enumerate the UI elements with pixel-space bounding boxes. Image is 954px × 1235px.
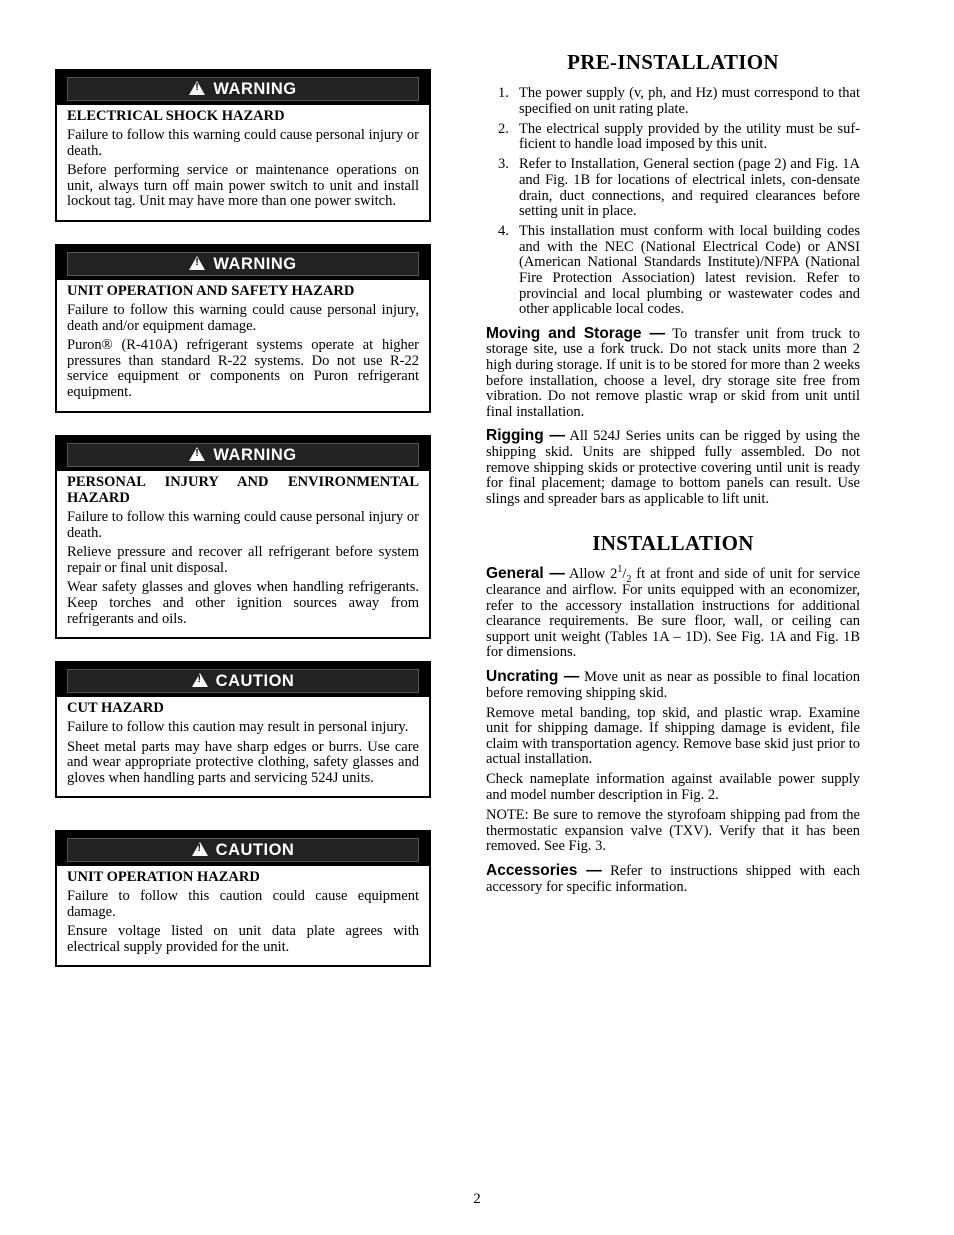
caution-header bbox=[57, 832, 429, 866]
notice-paragraph: Before performing service or maintenance operations on unit, always turn off main power switch to unit and install lockout tag. Unit may have more than one power switch. bbox=[67, 162, 419, 210]
remove-banding-paragraph: Remove metal banding, top skid, and plastic wrap. Examine unit for shipping damage. If shipping damage is evident, file claim with transportation agency. Remove base skid just prior to actual installation. bbox=[486, 704, 860, 768]
installation-heading: INSTALLATION bbox=[592, 531, 754, 556]
notice-paragraph: Ensure voltage listed on unit data plate agrees with electrical supply provided for the unit. bbox=[67, 923, 419, 955]
subsection-lead: Moving and Storage — bbox=[486, 324, 666, 342]
check-nameplate-paragraph: Check nameplate information against available power supply and model number description in Fig. 2. bbox=[486, 771, 860, 804]
general-paragraph: General — Allow $2^1/_2$ ft at front and side of unit for service clearance and airflow. For units equipped with an economizer, refer to the accessory installation instructions for additional clearance requirements. Be sure floor, wall, or ceiling can support unit weight (Tables 1A – 1D). See Fig. 1A and Fig. 1B for dimensions. bbox=[486, 564, 861, 661]
hazard-title: UNIT OPERATION HAZARD bbox=[67, 869, 260, 885]
list-item: 2. The electrical supply provided by the utility must be suf-ficient to handle load imposed by this unit. bbox=[498, 120, 860, 153]
accessories-paragraph: Accessories — Refer to instructions shipped with each accessory for specific information. bbox=[486, 861, 860, 895]
hazard-title: PERSONAL INJURY AND ENVIRONMENTAL HAZARD bbox=[67, 474, 419, 506]
caution-triangle-icon bbox=[192, 673, 208, 687]
notice-paragraph: Failure to follow this caution may result in personal injury. bbox=[67, 719, 409, 735]
note-paragraph: NOTE: Be sure to remove the styrofoam shipping pad from the thermostatic expansion valve (TXV). Verify that it has been removed. See Fig. 3. bbox=[486, 807, 860, 855]
notice-paragraph: Relieve pressure and recover all refrigerant before system repair or final unit disposal. bbox=[67, 544, 419, 576]
moving-and-storage-paragraph: Moving and Storage — To transfer unit from truck to storage site, use a fork truck. Do not stack units more than 2 high during storage. If unit is to be stored for more than 2 weeks before installation, choose a level, dry storage site free from vibration. Do not remove plastic wrap or skid from unit until final installation. bbox=[486, 324, 860, 420]
uncrating-paragraph: Uncrating — Move unit as near as possible to final location before removing shipping skid. bbox=[486, 667, 860, 701]
pre-installation-heading: PRE-INSTALLATION bbox=[567, 50, 779, 74]
caution-label: CAUTION bbox=[215, 672, 295, 690]
warning-header bbox=[57, 71, 429, 105]
warning-triangle-icon bbox=[189, 447, 205, 461]
subsection-lead: General — bbox=[486, 565, 565, 583]
notice-paragraph: Failure to follow this warning could cause personal injury or death. bbox=[67, 127, 419, 159]
warning-box-unit-operation-safety bbox=[55, 244, 431, 413]
rigging-paragraph: Rigging — All 524J Series units can be rigged by using the shipping skid. Units are shipped fully assembled. Do not remove shipping skids or protective covering until unit is ready for final placement; damage to bottom panels can result. Use slings and spreader bars as applicable to lift unit. bbox=[486, 427, 860, 507]
hazard-title: UNIT OPERATION AND SAFETY HAZARD bbox=[67, 283, 355, 299]
notice-paragraph: Failure to follow this warning could cause personal injury or death. bbox=[67, 509, 419, 541]
notice-paragraph: Sheet metal parts may have sharp edges or burrs. Use care and wear appropriate protective clothing, safety glasses and gloves when handling parts and servicing 524J units. bbox=[67, 738, 419, 786]
subsection-lead: Rigging — bbox=[486, 427, 566, 445]
warning-box-personal-injury bbox=[55, 435, 431, 639]
warning-label: WARNING bbox=[213, 80, 297, 98]
warning-label: WARNING bbox=[213, 446, 297, 464]
notice-paragraph: Puron® (R-410A) refrigerant systems operate at higher pressures than standard R-22 systems. Do not use R-22 service equipment or components on Puron refrigerant equipment. bbox=[67, 337, 419, 400]
subsection-lead: Accessories — bbox=[486, 861, 602, 879]
warning-box-electrical-shock bbox=[55, 69, 431, 222]
notice-paragraph: Wear safety glasses and gloves when handling refrigerants. Keep torches and other ignition sources away from refrigerants and oils. bbox=[67, 579, 419, 627]
subsection-lead: Uncrating — bbox=[486, 667, 580, 685]
caution-box-unit-operation bbox=[55, 830, 431, 967]
warning-header bbox=[57, 246, 429, 280]
warning-triangle-icon bbox=[189, 256, 205, 270]
warning-label: WARNING bbox=[213, 255, 297, 273]
notice-paragraph: Failure to follow this warning could cause personal injury, death and/or equipment damage. bbox=[67, 302, 419, 334]
warning-triangle-icon bbox=[189, 81, 205, 95]
list-item: 1. The power supply (v, ph, and Hz) must correspond to that specified on unit rating plate. bbox=[498, 85, 860, 117]
caution-header bbox=[57, 663, 429, 697]
hazard-title: CUT HAZARD bbox=[67, 700, 164, 716]
caution-label: CAUTION bbox=[215, 841, 295, 859]
pre-installation-steps bbox=[486, 86, 860, 318]
list-item: 3. Refer to Installation, General section (page 2) and Fig. 1A and Fig. 1B for locations of electrical inlets, con-densate drain, duct connections, and required clearances before setting unit in place. bbox=[498, 156, 860, 220]
hazard-title: ELECTRICAL SHOCK HAZARD bbox=[67, 108, 285, 124]
instructions-column bbox=[486, 48, 860, 900]
warning-header bbox=[57, 437, 429, 471]
caution-triangle-icon bbox=[192, 842, 208, 856]
page-number: 2 bbox=[473, 1191, 481, 1207]
notice-paragraph: Failure to follow this caution could cause equipment damage. bbox=[67, 888, 419, 920]
caution-box-cut-hazard bbox=[55, 661, 431, 798]
list-item: 4. This installation must conform with local building codes and with the NEC (National Electrical Code) or ANSI (American National Standards Institute)/NFPA (National Fire Protection Association) latest revision. Refer to provincial and local plumbing or wastewater codes and other applicable local codes. bbox=[498, 223, 860, 318]
